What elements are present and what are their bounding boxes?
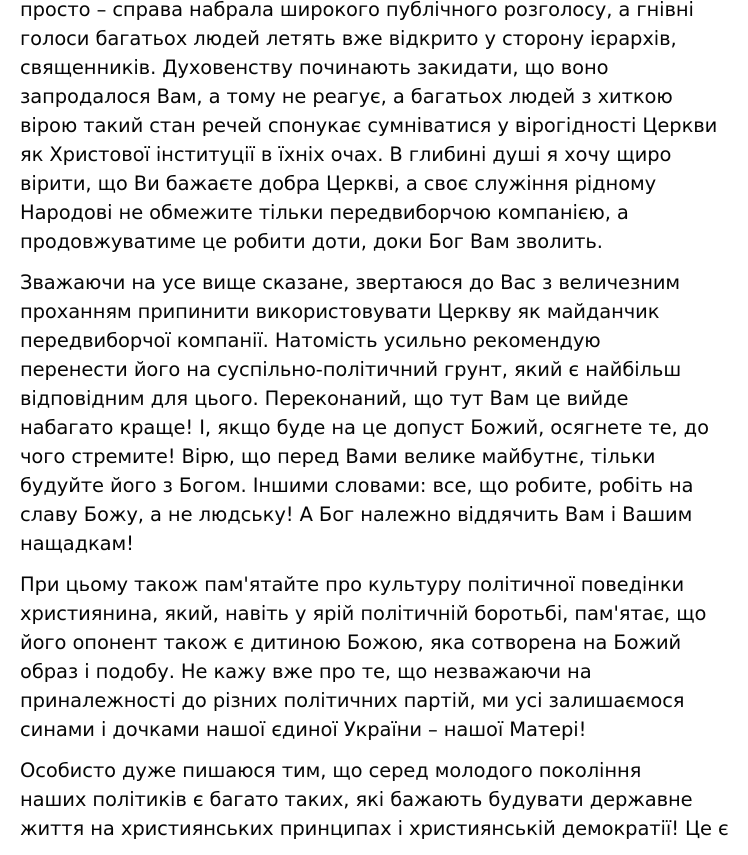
post-paragraph-4	[20, 756, 735, 843]
text-line: християнина, який, навіть у ярій політичній боротьбі, пам'ятає, що	[20, 602, 707, 625]
post-paragraph-3	[20, 570, 735, 744]
text-line: священників. Духовенству починають закидати, що воно	[20, 56, 609, 79]
text-line: Зважаючи на усе вище сказане, звертаюся до Вас з величезним	[20, 271, 681, 294]
text-line: голоси багатьох людей летять вже відкрито у сторону ієрархів,	[20, 27, 677, 50]
text-line: будуйте його з Богом. Іншими словами: все, що робите, робіть на	[20, 474, 694, 497]
text-line: нащадкам!	[20, 532, 134, 555]
text-line: набагато краще! І, якщо буде на це допуст Божий, осягнете те, до	[20, 416, 709, 439]
text-line: вірити, що Ви бажаєте добра Церкві, а своє служіння рідному	[20, 172, 657, 195]
post-paragraph-2	[20, 268, 735, 558]
text-line: синами і дочками нашої єдиної України – нашої Матері!	[20, 718, 587, 741]
text-line: як Христової інституції в їхніх очах. В глибині душі я хочу щиро	[20, 143, 672, 166]
text-line: життя на християнських принципах і християнській демократії! Це є	[20, 817, 729, 840]
text-line: образ і подобу. Не кажу вже про те, що незважаючи на	[20, 660, 592, 683]
text-line: Особисто дуже пишаюся тим, що серед молодого покоління	[20, 759, 642, 782]
text-line: просто – справа набрала широкого публічного розголосу, а гнівні	[20, 0, 694, 21]
text-line: запродалося Вам, а тому не реагує, а багатьох людей з хиткою	[20, 85, 673, 108]
post-paragraph-1	[20, 0, 735, 256]
text-line: його опонент також є дитиною Божою, яка сотворена на Божий	[20, 631, 682, 654]
text-line: чого стремите! Вірю, що перед Вами велике майбутнє, тільки	[20, 445, 656, 468]
text-line: славу Божу, а не людську! А Бог належно віддячить Вам і Вашим	[20, 503, 693, 526]
post-body-text	[20, 0, 735, 855]
text-line: приналежності до різних політичних партій, ми усі залишаємося	[20, 689, 685, 712]
text-line: продовжуватиме це робити доти, доки Бог Вам зволить.	[20, 230, 603, 253]
text-line: вірою такий стан речей спонукає сумніватися у вірогідності Церкви	[20, 114, 718, 137]
text-line: проханням припинити використовувати Церкву як майданчик	[20, 300, 660, 323]
text-line: перенести його на суспільно-політичний грунт, який є найбільш	[20, 358, 682, 381]
text-line: передвиборчої компанії. Натомість усильно рекомендую	[20, 329, 601, 352]
text-line: Народові не обмежите тільки передвиборчою компанією, а	[20, 201, 629, 224]
text-line: При цьому також пам'ятайте про культуру політичної поведінки	[20, 573, 685, 596]
text-line: наших політиків є багато таких, які бажають будувати державне	[20, 788, 693, 811]
text-line: відповідним для цього. Переконаний, що тут Вам це вийде	[20, 387, 629, 410]
